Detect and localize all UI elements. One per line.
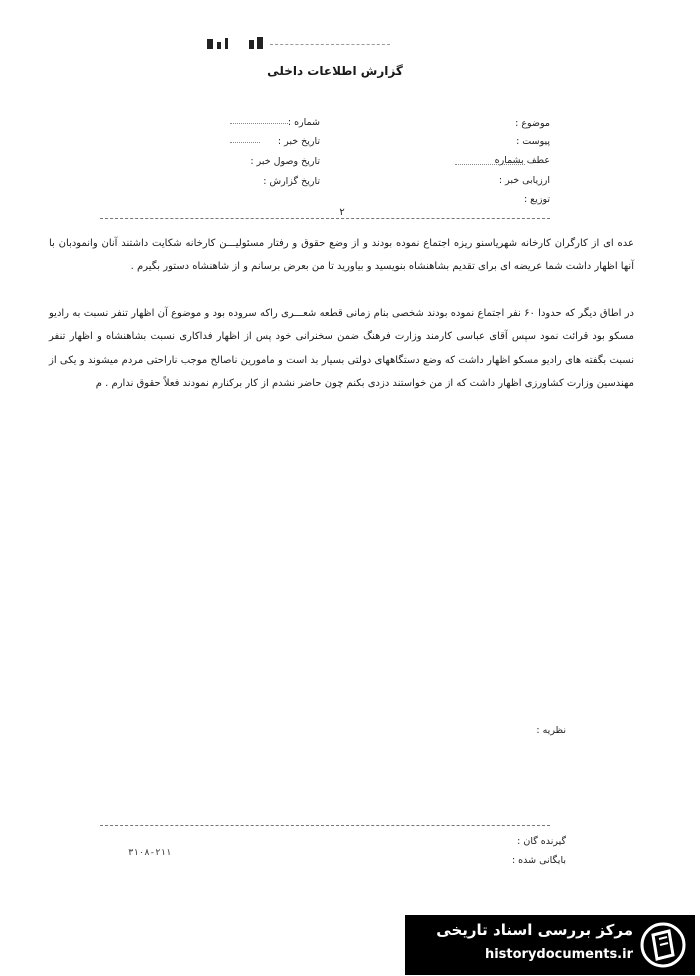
seal-stamp-icon: [205, 34, 265, 54]
number-value-line: [230, 123, 288, 124]
received-date-label: تاریخ وصول خبر :: [250, 156, 320, 167]
evaluation-label: ارزیابی خبر :: [498, 175, 550, 186]
note-label: نظریه :: [536, 725, 566, 736]
report-date-label: تاریخ گزارش :: [263, 176, 320, 187]
archived-label: بایگانی شده :: [511, 855, 566, 866]
file-number: ۳۱۰۸-۲۱۱: [128, 848, 172, 858]
number-label: شماره :: [287, 117, 320, 128]
subject-label: موضوع :: [515, 118, 550, 129]
body-paragraph-1: عده ای از کارگران کارخانه شهریاسنو ریزه اجتماع نموده بودند و از وضع حقوق و رفتار مسئولیـــن کارخانه شکایت داشتند آنان وانمودبان با آنها اظهار داشت شما عریضه ای برای تقدیم بشاهنشاه بنویسید و بیاورید تا من بعرض برسانم و از شاهنشاه دستور بگیرم .: [49, 238, 634, 273]
header-separator: [100, 218, 550, 219]
page-number: ۲: [339, 207, 345, 218]
watermark-url: historydocuments.ir: [484, 947, 633, 962]
recipients-label: گیرنده گان :: [517, 836, 566, 847]
archive-logo-icon: [639, 921, 687, 969]
report-title: گزارش اطلاعات داخلی: [267, 64, 403, 78]
news-date-line: [230, 142, 260, 143]
footer-separator: [100, 825, 550, 826]
attachment-label: پیوست :: [516, 136, 550, 147]
reference-value-line: [455, 164, 525, 165]
reference-label: عطف بشماره: [494, 155, 550, 166]
header-rule: [270, 44, 390, 45]
news-date-label: تاریخ خبر :: [277, 136, 320, 147]
body-paragraph-2: در اطاق دیگر که حدودا ۶۰ نفر اجتماع نموده بودند شخصی بنام زمانی قطعه شعـــری راکه سروده بود و موضوع آن اظهار تنفر نسبت به رادیو مسکو بود قرائت نمود سپس آقای عباسی کارمند وزارت فرهنگ ضمن سخنرانی خود پس از اظهار فداکاری نسبت بشاهنشاه و اظهار تنفر نسبت بگفته های رادیو مسکو اظهار داشت که وضع دستگاههای دولتی بسیار بد است و مامورین ناصالح موجب ناراحتی مردم میشوند و یکی از مهندسین وزارت کشاورزی اظهار داشت که از من خواستند دزدی بکنم چون حاضر نشدم از کار برکنارم نمودند فعلاً حقوق ندارم . م: [49, 308, 634, 390]
watermark-org-name: مرکز بررسی اسناد تاریخی: [436, 921, 633, 939]
watermark: [405, 915, 695, 975]
distribution-label: توزیع :: [523, 194, 550, 205]
